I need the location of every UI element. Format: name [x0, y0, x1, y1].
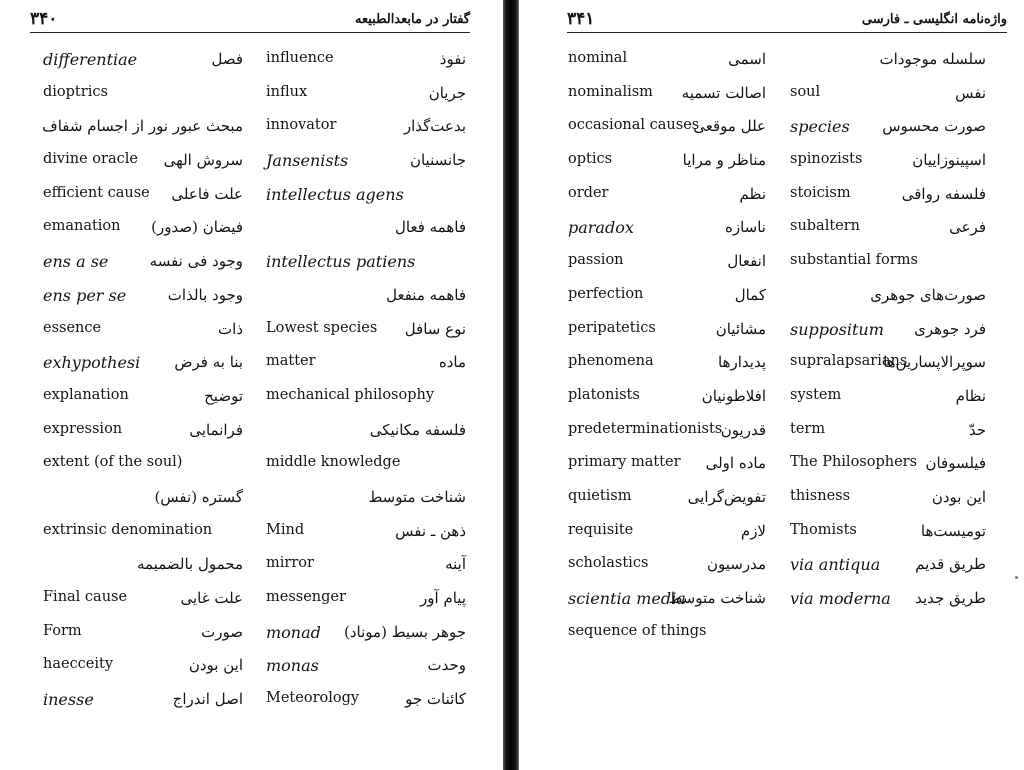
- right-running-title: واژه‌نامه انگلیسی ـ فارسی: [861, 11, 1007, 27]
- glossary-entry: [266, 381, 466, 415]
- english-term: extent (of the soul): [43, 454, 183, 471]
- glossary-entry: [266, 280, 466, 314]
- glossary-entry: [43, 482, 243, 516]
- english-term: dioptrics: [43, 83, 108, 100]
- persian-term: پدیدارها: [718, 353, 766, 372]
- persian-term: این بودن: [931, 487, 986, 506]
- persian-term: فلسفه مکانیکی: [369, 420, 466, 439]
- persian-term: وجود فی نفسه: [149, 252, 243, 271]
- persian-term: سلسله موجودات: [879, 50, 986, 68]
- glossary-entry: [568, 246, 766, 280]
- english-term: Form: [43, 622, 82, 639]
- glossary-entry: [266, 415, 466, 449]
- right-page-header: [567, 6, 1007, 33]
- persian-term: توضیح: [204, 386, 243, 405]
- right-page-number: ۳۴۱: [567, 9, 595, 29]
- left-glossary-column-1: [43, 44, 243, 718]
- glossary-entry: [790, 44, 986, 78]
- english-term: exhypothesi: [43, 353, 141, 373]
- glossary-entry: [266, 44, 466, 78]
- english-term: Mind: [266, 521, 305, 538]
- english-term: mirror: [266, 555, 314, 572]
- persian-term: فاهمه فعال: [394, 218, 466, 237]
- english-term: messenger: [266, 589, 346, 605]
- english-term: Lowest species: [266, 319, 378, 336]
- english-term: species: [790, 117, 850, 137]
- english-term: soul: [790, 83, 821, 100]
- persian-term: فصل: [211, 50, 243, 68]
- glossary-entry: [43, 617, 243, 651]
- english-term: Meteorology: [266, 690, 360, 707]
- glossary-entry: [266, 684, 466, 718]
- persian-term: فلسفه رواقی: [901, 184, 986, 203]
- english-term: platonists: [568, 386, 640, 403]
- english-term: Thomists: [790, 521, 857, 538]
- persian-term: این بودن: [188, 656, 243, 675]
- glossary-entry: [266, 347, 466, 381]
- persian-term: طریق قدیم: [915, 555, 986, 574]
- glossary-entry: [790, 78, 986, 112]
- persian-term: محمول بالضمیمه: [136, 555, 243, 574]
- persian-term: شناخت متوسط: [668, 589, 766, 607]
- glossary-entry: [43, 314, 243, 348]
- english-term: innovator: [266, 117, 337, 134]
- english-term: primary matter: [568, 454, 681, 471]
- persian-term: وحدت: [427, 656, 466, 675]
- english-term: extrinsic denomination: [43, 521, 213, 538]
- glossary-entry: [790, 381, 986, 415]
- english-term: influence: [266, 50, 334, 66]
- persian-term: فرعی: [949, 218, 986, 237]
- english-term: order: [568, 184, 609, 201]
- english-term: emanation: [43, 218, 121, 235]
- english-term: intellectus agens: [266, 184, 404, 204]
- glossary-entry: [568, 111, 766, 145]
- english-term: divine oracle: [43, 151, 138, 168]
- persian-term: جانسنیان: [409, 151, 466, 170]
- persian-term: نوع سافل: [404, 319, 466, 338]
- english-term: monas: [266, 656, 319, 676]
- left-page-header: [30, 6, 470, 33]
- glossary-entry: [568, 145, 766, 179]
- glossary-entry: [568, 448, 766, 482]
- glossary-entry: [790, 179, 986, 213]
- persian-term: آینه: [445, 555, 466, 574]
- english-term: suppositum: [790, 319, 884, 339]
- persian-term: لازم: [740, 521, 766, 540]
- english-term: system: [790, 386, 842, 403]
- glossary-entry: [266, 617, 466, 651]
- glossary-entry: [43, 549, 243, 583]
- english-term: Final cause: [43, 589, 128, 605]
- english-term: intellectus patiens: [266, 252, 416, 272]
- persian-term: اسمی: [728, 50, 766, 68]
- persian-term: وجود بالذات: [167, 285, 243, 304]
- persian-term: انفعال: [727, 252, 766, 271]
- glossary-entry: [568, 347, 766, 381]
- persian-term: علت فاعلی: [171, 184, 243, 203]
- persian-term: نفوذ: [439, 50, 466, 68]
- glossary-entry: [568, 179, 766, 213]
- glossary-entry: [43, 415, 243, 449]
- english-term: paradox: [568, 218, 634, 238]
- book-spine: [503, 0, 519, 770]
- english-term: predeterminationists: [568, 420, 723, 437]
- persian-term: تفویض‌گرایی: [687, 487, 766, 506]
- glossary-entry: [568, 549, 766, 583]
- english-term: substantial forms: [790, 252, 918, 269]
- persian-term: ماده اولی: [705, 454, 766, 473]
- english-term: The Philosophers: [790, 454, 918, 471]
- glossary-entry: [266, 145, 466, 179]
- left-glossary-column-2: [266, 44, 466, 718]
- english-term: occasional causes: [568, 117, 700, 134]
- english-term: matter: [266, 353, 316, 370]
- persian-term: بنا به فرض: [174, 353, 243, 372]
- english-term: peripatetics: [568, 319, 656, 336]
- right-glossary-column-1: [568, 44, 766, 650]
- right-glossary-column-2: [790, 44, 986, 617]
- persian-term: مناظر و مرایا: [682, 151, 766, 170]
- persian-term: صورت: [201, 622, 243, 641]
- glossary-entry: [568, 212, 766, 246]
- glossary-entry: [568, 44, 766, 78]
- glossary-entry: [790, 448, 986, 482]
- glossary-entry: [43, 246, 243, 280]
- glossary-entry: [266, 78, 466, 112]
- glossary-entry: [790, 516, 986, 550]
- glossary-entry: [266, 650, 466, 684]
- glossary-entry: [790, 111, 986, 145]
- persian-term: اسپینوزاییان: [912, 151, 986, 170]
- glossary-entry: [43, 44, 243, 78]
- persian-term: نظام: [955, 386, 986, 405]
- persian-term: طریق جدید: [915, 589, 986, 607]
- right-page: [519, 0, 1024, 770]
- glossary-entry: [790, 314, 986, 348]
- glossary-entry: [43, 212, 243, 246]
- english-term: quietism: [568, 487, 632, 504]
- persian-term: مشائیان: [715, 319, 766, 338]
- glossary-entry: [568, 516, 766, 550]
- english-term: via moderna: [790, 589, 891, 608]
- glossary-entry: [266, 448, 466, 482]
- glossary-entry: [43, 145, 243, 179]
- glossary-entry: [266, 482, 466, 516]
- persian-term: فیلسوفان: [925, 454, 986, 473]
- persian-term: سروش الهی: [163, 151, 243, 170]
- glossary-entry: [43, 516, 243, 550]
- english-term: via antiqua: [790, 555, 881, 575]
- glossary-entry: [790, 212, 986, 246]
- english-term: term: [790, 420, 826, 437]
- english-term: optics: [568, 151, 613, 168]
- english-term: scholastics: [568, 555, 649, 572]
- persian-term: نظم: [739, 184, 766, 203]
- persian-term: افلاطونیان: [701, 386, 766, 405]
- glossary-entry: [568, 583, 766, 617]
- english-term: ens a se: [43, 252, 109, 272]
- persian-term: نفس: [955, 83, 986, 102]
- english-term: scientia media: [568, 589, 686, 608]
- english-term: requisite: [568, 521, 634, 538]
- glossary-entry: [790, 280, 986, 314]
- glossary-entry: [266, 246, 466, 280]
- glossary-entry: [43, 684, 243, 718]
- persian-term: سوپرالاپسارین‌ها: [883, 353, 986, 372]
- glossary-entry: [43, 179, 243, 213]
- persian-term: فرد جوهری: [914, 319, 986, 338]
- persian-term: فیضان (صدور): [151, 218, 243, 237]
- english-term: mechanical philosophy: [266, 386, 435, 403]
- english-term: spinozists: [790, 151, 863, 168]
- glossary-entry: [266, 549, 466, 583]
- left-page: [0, 0, 503, 770]
- english-term: perfection: [568, 285, 644, 302]
- glossary-entry: [568, 280, 766, 314]
- persian-term: اصالت تسمیه: [681, 83, 766, 102]
- persian-term: صورت‌های جوهری: [870, 285, 986, 304]
- left-running-title: گفتار در مابعدالطبیعه: [354, 11, 470, 27]
- persian-term: گستره (نفس): [154, 487, 243, 506]
- glossary-entry: [266, 111, 466, 145]
- glossary-entry: [568, 482, 766, 516]
- english-term: nominal: [568, 50, 628, 66]
- persian-term: ذات: [218, 319, 243, 338]
- glossary-entry: [790, 145, 986, 179]
- persian-term: شناخت متوسط: [368, 487, 466, 506]
- glossary-entry: [266, 179, 466, 213]
- persian-term: علل موقعی: [693, 117, 766, 136]
- glossary-entry: [568, 381, 766, 415]
- left-page-number: ۳۴۰: [30, 9, 58, 29]
- english-term: supralapsarians: [790, 353, 908, 370]
- english-term: haecceity: [43, 656, 114, 673]
- english-term: monad: [266, 622, 321, 642]
- persian-term: ناسازه: [725, 218, 766, 237]
- english-term: phenomena: [568, 353, 654, 370]
- glossary-entry: [790, 482, 986, 516]
- persian-term: فاهمه منفعل: [386, 285, 466, 304]
- persian-term: اصل اندراج: [172, 690, 243, 709]
- glossary-entry: [266, 583, 466, 617]
- english-term: influx: [266, 83, 308, 100]
- english-term: subaltern: [790, 218, 861, 235]
- ink-speck: [1015, 576, 1018, 579]
- glossary-entry: [568, 78, 766, 112]
- persian-term: علت غایی: [180, 589, 243, 607]
- glossary-entry: [43, 650, 243, 684]
- glossary-entry: [43, 347, 243, 381]
- english-term: stoicism: [790, 184, 851, 201]
- persian-term: جریان: [428, 83, 466, 102]
- glossary-entry: [568, 415, 766, 449]
- glossary-entry: [266, 516, 466, 550]
- english-term: nominalism: [568, 83, 653, 100]
- persian-term: حدّ: [968, 420, 986, 439]
- english-term: inesse: [43, 690, 94, 710]
- english-term: thisness: [790, 487, 851, 504]
- glossary-entry: [266, 212, 466, 246]
- persian-term: بدعت‌گذار: [403, 117, 466, 136]
- glossary-entry: [790, 246, 986, 280]
- english-term: ens per se: [43, 285, 127, 305]
- persian-term: قدریون: [720, 420, 766, 439]
- persian-term: پیام آور: [420, 589, 466, 607]
- glossary-entry: [266, 314, 466, 348]
- persian-term: ماده: [438, 353, 466, 372]
- glossary-entry: [43, 583, 243, 617]
- persian-term: ذهن ـ نفس: [395, 521, 466, 540]
- persian-term: کمال: [734, 285, 766, 304]
- persian-term: تومیست‌ها: [920, 521, 986, 540]
- glossary-entry: [43, 280, 243, 314]
- persian-term: جوهر بسیط (موناد): [344, 622, 466, 641]
- english-term: passion: [568, 252, 624, 269]
- english-term: explanation: [43, 386, 129, 403]
- persian-term: کائنات جو: [405, 690, 466, 709]
- persian-term: فرانمایی: [189, 420, 243, 439]
- english-term: differentiae: [43, 50, 138, 69]
- glossary-entry: [568, 617, 766, 651]
- persian-term: مدرسیون: [706, 555, 766, 574]
- glossary-entry: [43, 78, 243, 112]
- english-term: expression: [43, 420, 123, 437]
- persian-term: صورت محسوس: [882, 117, 986, 136]
- glossary-entry: [43, 381, 243, 415]
- glossary-entry: [43, 111, 243, 145]
- glossary-entry: [790, 415, 986, 449]
- english-term: Jansenists: [266, 151, 349, 171]
- glossary-entry: [790, 347, 986, 381]
- english-term: middle knowledge: [266, 454, 401, 471]
- persian-term: مبحث عبور نور از اجسام شفاف: [42, 117, 243, 136]
- glossary-entry: [790, 583, 986, 617]
- glossary-entry: [43, 448, 243, 482]
- glossary-entry: [568, 314, 766, 348]
- english-term: efficient cause: [43, 184, 150, 201]
- english-term: essence: [43, 319, 102, 336]
- glossary-entry: [790, 549, 986, 583]
- english-term: sequence of things: [568, 622, 707, 639]
